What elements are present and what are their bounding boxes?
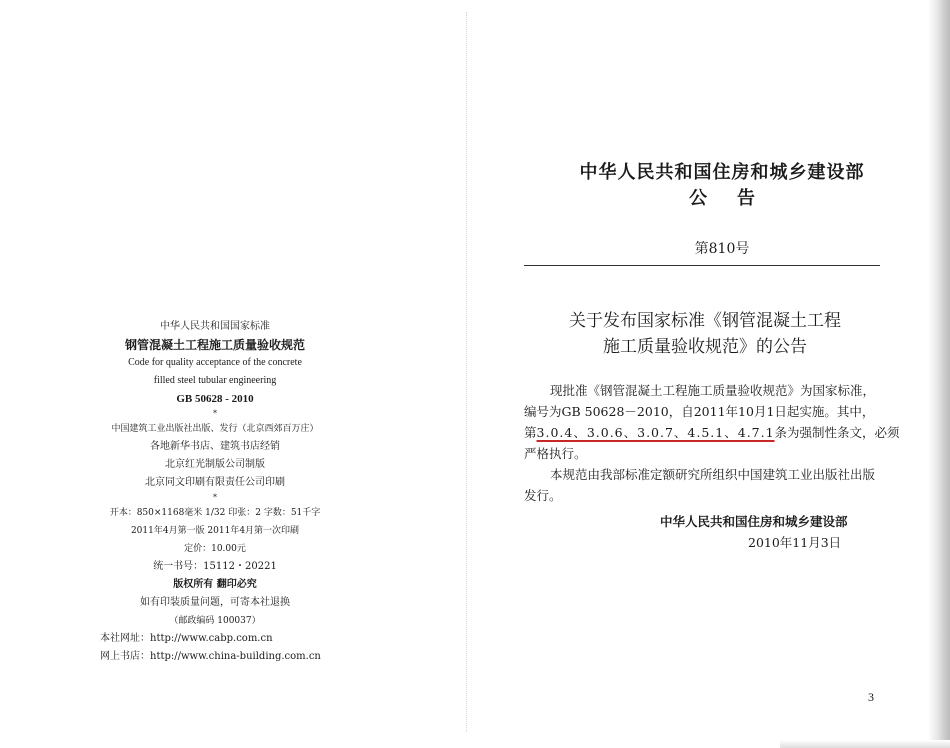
paragraph-1-line-4: 严格执行。 [524,446,587,461]
shop-line: 网上书店：http://www.china-building.com.cn [100,651,321,662]
header-divider [524,265,880,266]
notice-title [540,308,870,360]
price-line: 定价：10.00元 [184,544,246,554]
standard-title-en-1: Code for quality acceptance of the concrete [128,357,302,368]
page-fold [466,12,467,732]
copyright-page [60,318,370,666]
mandatory-clauses: 3.0.4、3.0.6、3.0.7、4.5.1、4.7.1 [536,425,775,440]
rights-line: 版权所有 翻印必究 [173,579,257,590]
standard-title-en-2: filled steel tubular engineering [153,375,277,386]
paragraph-2-line-1: 本规范由我部标准定额研究所组织中国建筑工业出版社出版 [550,467,876,482]
format-line: 开本：850×1168毫米 1/32 印张：2 字数：51千字 [109,508,321,518]
clause-suffix: 条为强制性条文，必须 [774,425,900,440]
website-line: 本社网址：http://www.cabp.com.cn [100,633,273,644]
notice-title-line-1: 关于发布国家标准《钢管混凝土工程 [569,311,841,331]
publisher-line: 中国建筑工业出版社出版、发行（北京西郊百万庄） [111,424,319,434]
standard-code: GB 50628 - 2010 [176,393,254,405]
issue-date: 2010年11月3日 [748,535,842,550]
notice-heading: 公告 [689,188,785,209]
typesetter-line: 北京红光制版公司制版 [165,459,265,470]
ministry-heading: 中华人民共和国住房和城乡建设部 [579,162,865,183]
notice-title-line-2: 施工质量验收规范》的公告 [603,337,807,357]
paragraph-1-line-3 [524,422,900,443]
standard-series: 中华人民共和国国家标准 [160,321,270,332]
separator-star: * [213,493,217,502]
page-edge-shadow [928,0,950,748]
isbn-line: 统一书号：15112・20221 [153,561,277,572]
page-edge-shadow-bottom [780,740,950,748]
return-note-line: 如有印装质量问题，可寄本社退换 [140,597,290,608]
paragraph-1-line-1: 现批准《钢管混凝土工程施工质量验收规范》为国家标准， [550,383,876,398]
separator-star: * [213,409,217,418]
notice-body [524,380,900,506]
paragraph-2-line-2: 发行。 [524,488,562,503]
distributor-line: 各地新华书店、建筑书店经销 [150,441,280,452]
standard-title-cn: 钢管混凝土工程施工质量验收规范 [124,338,305,352]
clause-prefix: 第 [524,425,537,440]
printer-line: 北京同文印刷有限责任公司印刷 [145,477,285,488]
edition-line: 2011年4月第一版 2011年4月第一次印刷 [130,526,300,536]
signer: 中华人民共和国住房和城乡建设部 [660,514,848,529]
paragraph-1-line-2: 编号为GB 50628－2010，自2011年10月1日起实施。其中， [524,404,875,419]
page-number: 3 [868,690,874,704]
notice-number: 第810号 [694,241,750,257]
postcode-line: （邮政编码 100037） [169,616,261,626]
